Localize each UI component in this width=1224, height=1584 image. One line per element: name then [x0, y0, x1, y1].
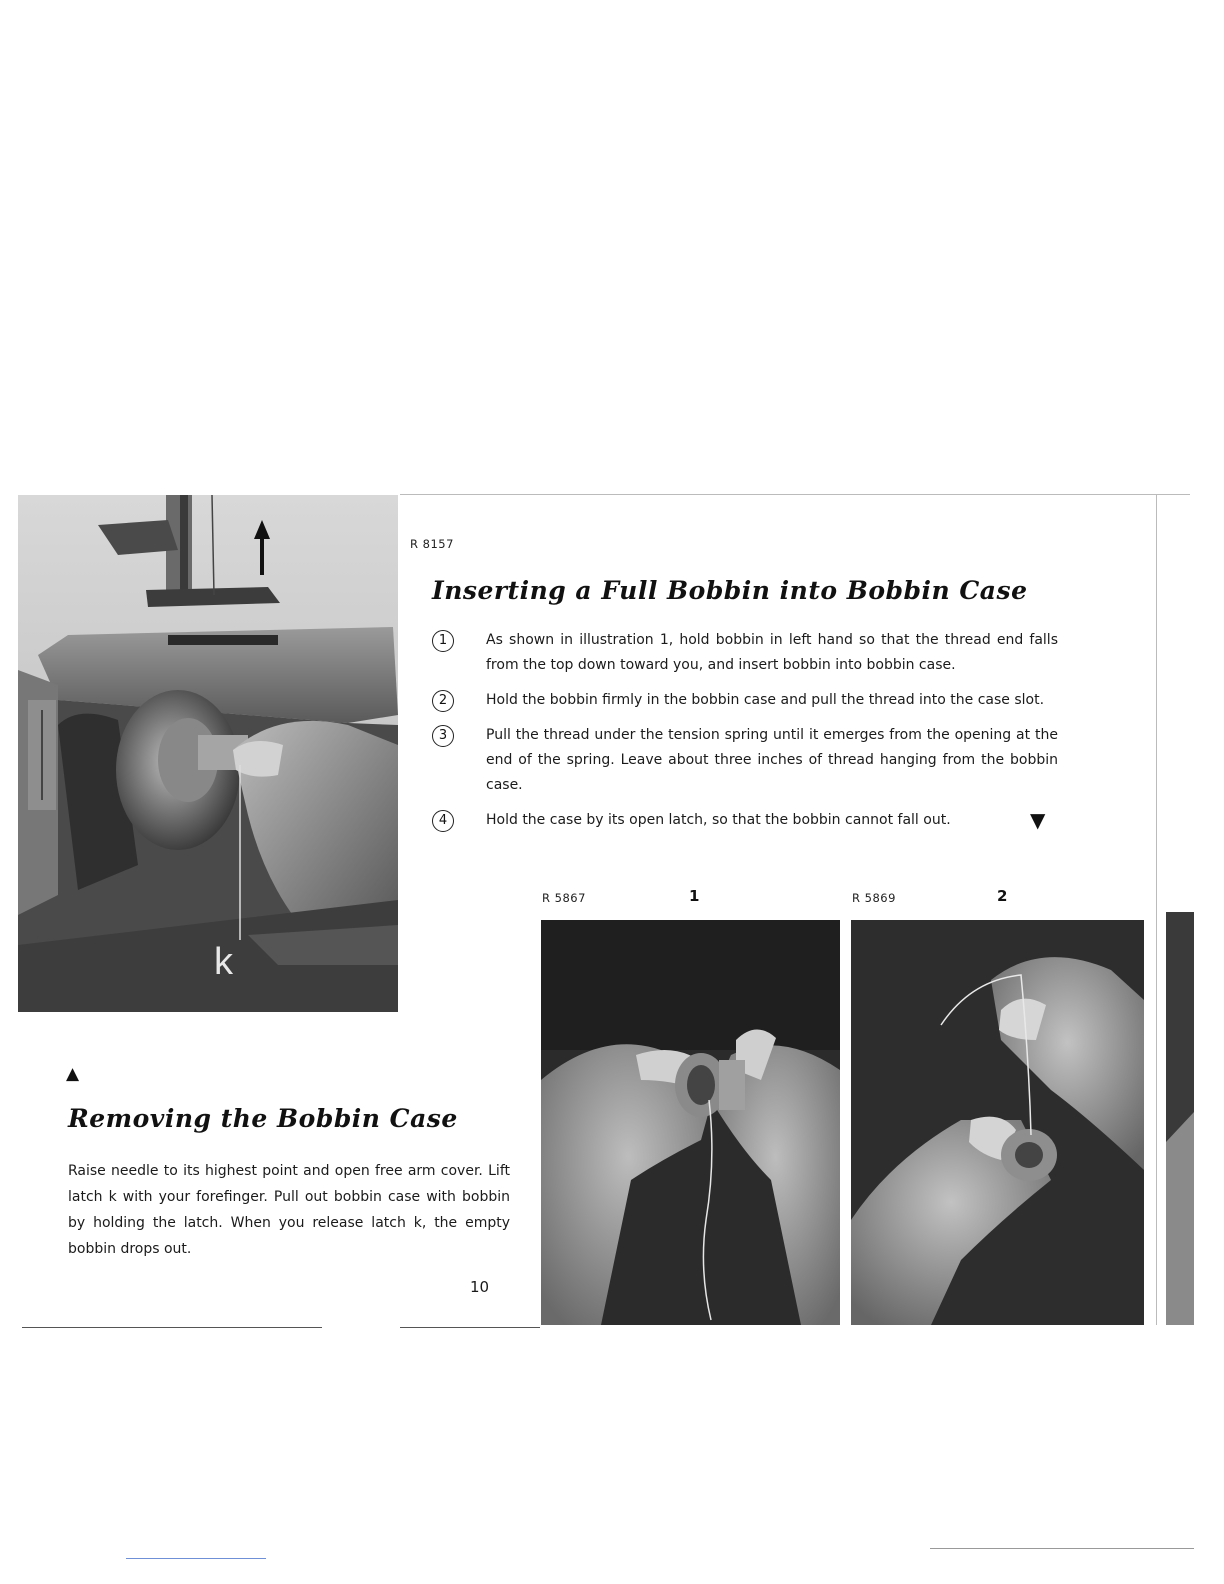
- step-text: As shown in illustration 1, hold bobbin in left hand so that the thread end falls from the top down toward you, and insert bobbin into bobbin case.: [486, 632, 1058, 673]
- bottom-rule-right: [400, 1327, 540, 1328]
- removing-title: Removing the Bobbin Case: [68, 1104, 458, 1133]
- step-3: [428, 723, 1058, 798]
- bottom-rule-left: [22, 1327, 322, 1328]
- fig1-ref: R 5867: [542, 891, 586, 905]
- latch-callout-k: k: [214, 941, 233, 983]
- step-4: [428, 808, 1058, 833]
- step-1: [428, 628, 1058, 678]
- steps-list: [428, 628, 1058, 843]
- main-photo-ref: R 8157: [410, 537, 454, 551]
- inserting-title: Inserting a Full Bobbin into Bobbin Case: [432, 576, 1028, 605]
- right-edge-line: [1156, 495, 1157, 1325]
- step-number: 2: [432, 690, 454, 712]
- step-number: 3: [432, 725, 454, 747]
- footer-rule: [930, 1548, 1194, 1549]
- step-2: [428, 688, 1058, 713]
- fig2-ref: R 5869: [852, 891, 896, 905]
- continue-marker: ▼: [1030, 808, 1046, 832]
- fig2-number: 2: [997, 887, 1008, 905]
- footer-blue-line: [126, 1558, 266, 1559]
- page-number: 10: [470, 1278, 490, 1296]
- step-number: 1: [432, 630, 454, 652]
- fig1-number: 1: [689, 887, 700, 905]
- step-text: Hold the case by its open latch, so that the bobbin cannot fall out.: [486, 812, 951, 828]
- step-number: 4: [432, 810, 454, 832]
- removing-marker: ▲: [66, 1064, 80, 1084]
- step-text: Pull the thread under the tension spring until it emerges from the opening at the end of the spring. Leave about three inches of thread hanging from the bobbin case.: [486, 727, 1058, 793]
- step-text: Hold the bobbin firmly in the bobbin case and pull the thread into the case slot.: [486, 692, 1045, 708]
- top-rule: [400, 494, 1190, 495]
- figure-1-photo: [541, 920, 840, 1325]
- figure-2-photo: [851, 920, 1144, 1325]
- bobbin-case-photo: [18, 495, 398, 1012]
- removing-paragraph: Raise needle to its highest point and open free arm cover. Lift latch k with your forefinger. Pull out bobbin case with bobbin by holding the latch. When you release latch k, the empty bobbin drops out.: [68, 1163, 510, 1257]
- adjacent-page-edge: [1166, 912, 1194, 1325]
